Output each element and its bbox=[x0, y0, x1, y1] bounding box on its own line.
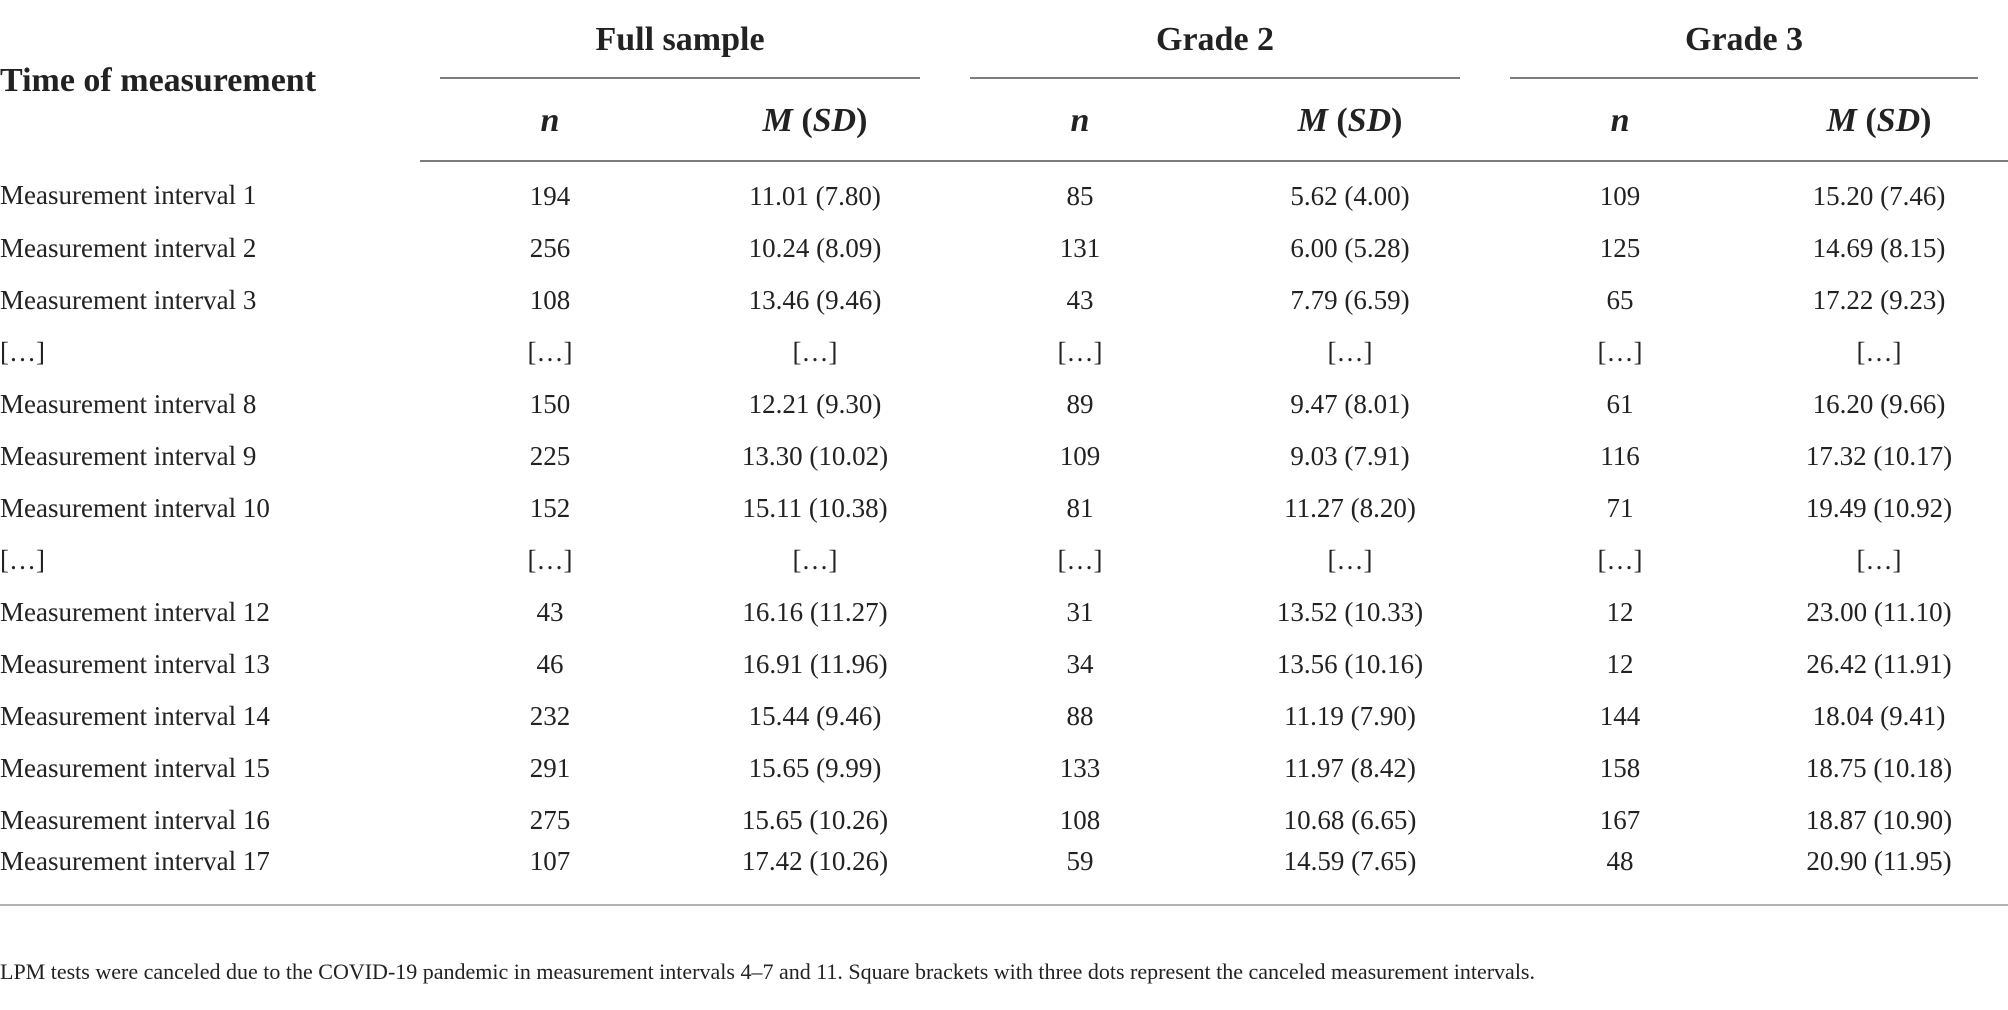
cell-mean-sd: 18.04 (9.41) bbox=[1812, 700, 1946, 731]
cell-n: […] bbox=[527, 336, 573, 367]
cell-n: 275 bbox=[529, 804, 571, 835]
cell-mean-sd: 16.20 (9.66) bbox=[1812, 388, 1946, 419]
cell-mean-sd: 26.42 (11.91) bbox=[1806, 648, 1952, 679]
cell-n: 108 bbox=[529, 284, 571, 315]
sub-header-m-sd: M (SD) bbox=[1750, 82, 2008, 161]
sd-symbol: SD bbox=[1347, 102, 1392, 139]
sub-header-n: n bbox=[1490, 82, 1750, 161]
cell-mean-sd: […] bbox=[1327, 336, 1373, 367]
table-row bbox=[0, 222, 2008, 274]
group-header-row bbox=[0, 0, 2008, 82]
table-row bbox=[0, 586, 2008, 638]
cell-n: 150 bbox=[529, 388, 571, 419]
cell-mean-sd: […] bbox=[792, 336, 838, 367]
cell-n: […] bbox=[1057, 544, 1103, 575]
cell-mean-sd: 16.16 (11.27) bbox=[742, 596, 888, 627]
cell-n: 31 bbox=[1066, 596, 1094, 627]
cell-mean-sd: 19.49 (10.92) bbox=[1805, 492, 1953, 523]
sd-symbol: SD bbox=[1876, 102, 1921, 139]
sd-symbol: SD bbox=[812, 102, 857, 139]
cell-mean-sd: 13.52 (10.33) bbox=[1276, 596, 1424, 627]
cell-mean-sd: 9.03 (7.91) bbox=[1290, 440, 1410, 471]
cell-n: 89 bbox=[1066, 388, 1094, 419]
cell-mean-sd: 15.65 (10.26) bbox=[741, 804, 889, 835]
cell-n: 256 bbox=[529, 232, 571, 263]
cell-n: 232 bbox=[529, 700, 571, 731]
table-header bbox=[0, 0, 2008, 161]
cell-n: 71 bbox=[1606, 492, 1634, 523]
table-row bbox=[0, 690, 2008, 742]
cell-n: 46 bbox=[536, 648, 564, 679]
cell-mean-sd: 11.27 (8.20) bbox=[1284, 492, 1416, 523]
cell-n: […] bbox=[527, 544, 573, 575]
table-row bbox=[0, 482, 2008, 534]
cell-mean-sd: 23.00 (11.10) bbox=[1806, 596, 1952, 627]
row-label-header: Time of measurement bbox=[0, 61, 317, 99]
cell-n: 43 bbox=[536, 596, 564, 627]
sub-header-m-sd: M (SD) bbox=[1210, 82, 1490, 161]
cell-n: 133 bbox=[1059, 752, 1101, 783]
row-label: Measurement interval 17 bbox=[0, 846, 420, 905]
row-label: Measurement interval 16 bbox=[0, 804, 270, 835]
cell-n: 12 bbox=[1606, 596, 1634, 627]
cell-mean-sd: 15.20 (7.46) bbox=[1812, 180, 1946, 211]
cell-mean-sd: 9.47 (8.01) bbox=[1290, 388, 1410, 419]
cell-n: 131 bbox=[1059, 232, 1101, 263]
cell-mean-sd: 13.46 (9.46) bbox=[748, 284, 882, 315]
group-label: Grade 3 bbox=[1510, 21, 1978, 79]
cell-n: 61 bbox=[1606, 388, 1634, 419]
row-label: Measurement interval 14 bbox=[0, 700, 270, 731]
table-row bbox=[0, 430, 2008, 482]
cell-mean-sd: 5.62 (4.00) bbox=[1290, 180, 1410, 211]
mean-symbol: M bbox=[1297, 102, 1328, 139]
cell-n: 85 bbox=[1066, 180, 1094, 211]
table-row bbox=[0, 378, 2008, 430]
cell-mean-sd: […] bbox=[1856, 544, 1902, 575]
cell-mean-sd: 14.69 (8.15) bbox=[1812, 232, 1946, 263]
cell-n: […] bbox=[1597, 544, 1643, 575]
cell-n: 65 bbox=[1606, 284, 1634, 315]
cell-mean-sd: 17.22 (9.23) bbox=[1812, 284, 1946, 315]
group-header-full-sample bbox=[420, 0, 950, 82]
cell-mean-sd: 15.11 (10.38) bbox=[742, 492, 888, 523]
cell-mean-sd: 11.01 (7.80) bbox=[749, 180, 881, 211]
cell-mean-sd: 13.56 (10.16) bbox=[1276, 648, 1424, 679]
cell-mean-sd: 11.19 (7.90) bbox=[1284, 700, 1416, 731]
table-body bbox=[0, 161, 2008, 905]
cell-mean-sd: 10.24 (8.09) bbox=[748, 232, 882, 263]
cell-n: 81 bbox=[1066, 492, 1094, 523]
cell-n: 152 bbox=[529, 492, 571, 523]
group-header-grade-2 bbox=[950, 0, 1490, 82]
row-label: Measurement interval 8 bbox=[0, 388, 257, 419]
cell-mean-sd: 16.91 (11.96) bbox=[742, 648, 888, 679]
cell-n: 194 bbox=[529, 180, 571, 211]
row-label: Measurement interval 9 bbox=[0, 440, 257, 471]
cell-mean-sd: 14.59 (7.65) bbox=[1210, 846, 1490, 905]
cell-n: 12 bbox=[1606, 648, 1634, 679]
row-label: Measurement interval 10 bbox=[0, 492, 270, 523]
cell-mean-sd: 11.97 (8.42) bbox=[1284, 752, 1416, 783]
sub-header-n: n bbox=[950, 82, 1210, 161]
table-row bbox=[0, 161, 2008, 222]
sub-header-m-sd: M (SD) bbox=[680, 82, 950, 161]
group-label: Grade 2 bbox=[970, 21, 1460, 79]
group-label: Full sample bbox=[440, 21, 920, 79]
cell-n: 291 bbox=[529, 752, 571, 783]
cell-mean-sd: 17.42 (10.26) bbox=[680, 846, 950, 905]
cell-n: 144 bbox=[1599, 700, 1641, 731]
cell-mean-sd: 18.87 (10.90) bbox=[1805, 804, 1953, 835]
cell-mean-sd: […] bbox=[792, 544, 838, 575]
cell-n: 109 bbox=[1599, 180, 1641, 211]
row-label: […] bbox=[0, 544, 45, 575]
group-header-grade-3 bbox=[1490, 0, 2008, 82]
cell-mean-sd: 15.44 (9.46) bbox=[748, 700, 882, 731]
table-row bbox=[0, 742, 2008, 794]
cell-n: 109 bbox=[1059, 440, 1101, 471]
cell-mean-sd: 18.75 (10.18) bbox=[1805, 752, 1953, 783]
table-row bbox=[0, 638, 2008, 690]
cell-n: […] bbox=[1057, 336, 1103, 367]
mean-symbol: M bbox=[762, 102, 793, 139]
row-label: […] bbox=[0, 336, 45, 367]
cell-mean-sd: […] bbox=[1327, 544, 1373, 575]
cell-mean-sd: 12.21 (9.30) bbox=[748, 388, 882, 419]
table-row bbox=[0, 326, 2008, 378]
row-label: Measurement interval 15 bbox=[0, 752, 270, 783]
cell-n: 88 bbox=[1066, 700, 1094, 731]
cell-mean-sd: 20.90 (11.95) bbox=[1750, 846, 2008, 905]
cell-n: 167 bbox=[1599, 804, 1641, 835]
cell-n: […] bbox=[1597, 336, 1643, 367]
row-label: Measurement interval 1 bbox=[0, 180, 257, 210]
cell-mean-sd: […] bbox=[1856, 336, 1902, 367]
cell-n: 225 bbox=[529, 440, 571, 471]
table-row bbox=[0, 794, 2008, 846]
cell-mean-sd: 17.32 (10.17) bbox=[1805, 440, 1953, 471]
row-label: Measurement interval 3 bbox=[0, 284, 257, 315]
cell-mean-sd: 13.30 (10.02) bbox=[741, 440, 889, 471]
table-row bbox=[0, 534, 2008, 586]
row-label: Measurement interval 13 bbox=[0, 648, 270, 679]
cell-n: 59 bbox=[950, 846, 1210, 905]
cell-mean-sd: 15.65 (9.99) bbox=[748, 752, 882, 783]
cell-mean-sd: 6.00 (5.28) bbox=[1290, 232, 1410, 263]
cell-n: 48 bbox=[1490, 846, 1750, 905]
cell-n: 34 bbox=[1066, 648, 1094, 679]
cell-mean-sd: 7.79 (6.59) bbox=[1290, 284, 1410, 315]
table-row bbox=[0, 274, 2008, 326]
cell-n: 43 bbox=[1066, 284, 1094, 315]
cell-n: 107 bbox=[420, 846, 680, 905]
cell-n: 158 bbox=[1599, 752, 1641, 783]
row-label: Measurement interval 2 bbox=[0, 232, 257, 263]
cell-n: 125 bbox=[1599, 232, 1641, 263]
cell-n: 108 bbox=[1059, 804, 1101, 835]
row-label: Measurement interval 12 bbox=[0, 596, 270, 627]
mean-symbol: M bbox=[1826, 102, 1857, 139]
table-row bbox=[0, 846, 2008, 905]
cell-n: 116 bbox=[1600, 440, 1640, 471]
sub-header-n: n bbox=[420, 82, 680, 161]
cell-mean-sd: 10.68 (6.65) bbox=[1283, 804, 1417, 835]
table-footnote: LPM tests were canceled due to the COVID-19 pandemic in measurement intervals 4–7 and 11. Square brackets with three dots represent the canceled measurement intervals. bbox=[0, 959, 1535, 984]
